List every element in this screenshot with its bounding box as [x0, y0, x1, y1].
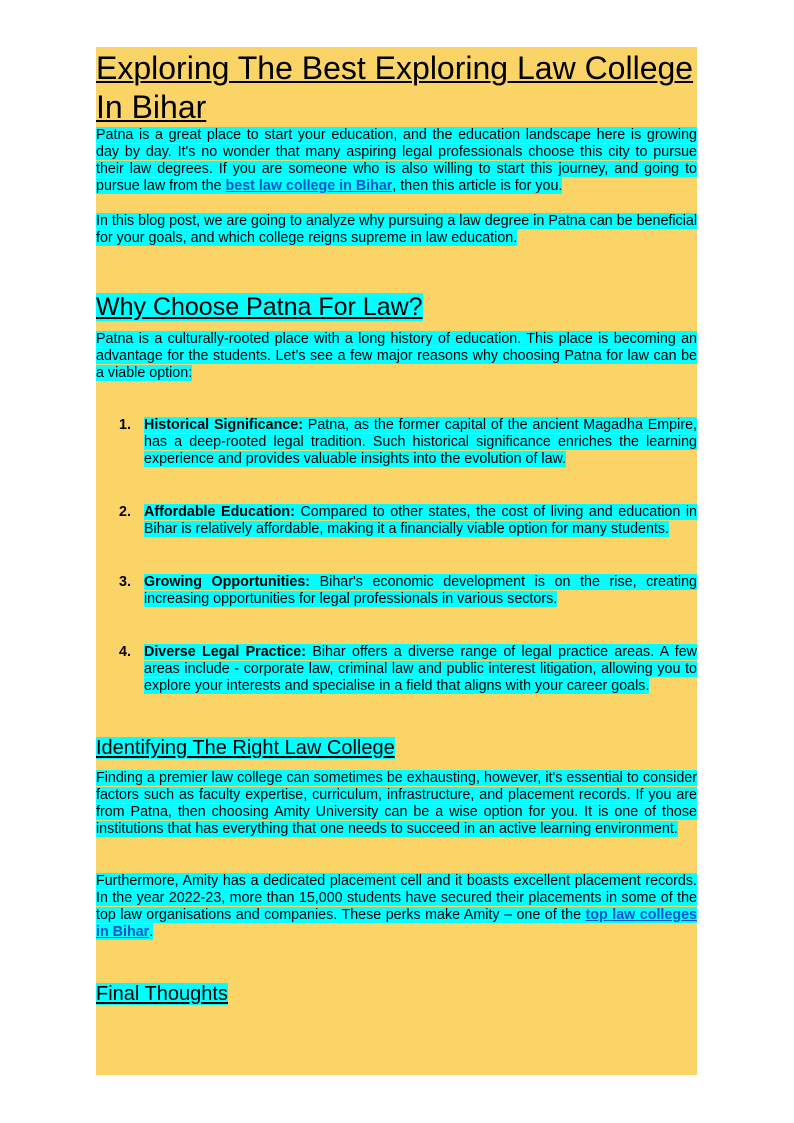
final-thoughts-heading-text: Final Thoughts	[96, 983, 228, 1005]
list-item-label: Diverse Legal Practice:	[144, 644, 307, 660]
page-title-text: Exploring The Best Exploring Law College In Bihar	[96, 50, 694, 125]
list-item-body	[144, 574, 697, 608]
top-law-colleges-link[interactable]: top law colleges in Bihar	[96, 907, 697, 940]
list-number: 3.	[119, 574, 131, 590]
list-number: 1.	[119, 417, 131, 433]
intro-p1-tail: , then this article is for you.	[392, 178, 563, 194]
list-item-label: Historical Significance:	[144, 417, 303, 433]
list-item-text: Patna, as the former capital of the ancient Magadha Empire, has a deep-rooted legal tradition. Such historical significance enriches the learning experience and provides valuable insights into the evolution of law.	[144, 417, 697, 467]
best-law-college-link[interactable]: best law college in Bihar	[225, 178, 393, 194]
intro-paragraph-1	[96, 127, 697, 195]
identifying-p2-text: Furthermore, Amity has a dedicated placement cell and it boasts excellent placement records. In the year 2022-23, more than 15,000 students have secured their placements in some of the top law organisations and companies. These perks make Amity – one of the	[96, 873, 697, 923]
list-number: 2.	[119, 504, 131, 520]
list-item-text: Compared to other states, the cost of living and education in Bihar is relatively affordable, making it a financially viable option for many students.	[144, 504, 697, 537]
list-item-body	[144, 504, 697, 538]
why-patna-intro	[96, 331, 697, 382]
document-page	[96, 47, 697, 1075]
identifying-heading-text: Identifying The Right Law College	[96, 737, 395, 759]
intro-paragraph-2	[96, 213, 697, 247]
final-thoughts-heading	[96, 982, 697, 1007]
page-title	[96, 49, 697, 127]
list-number: 4.	[119, 644, 131, 660]
identifying-p2-tail: .	[149, 924, 154, 940]
why-patna-heading-text: Why Choose Patna For Law?	[96, 293, 423, 321]
identifying-paragraph-2	[96, 873, 697, 941]
list-item-label: Growing Opportunities:	[144, 574, 311, 590]
list-item-label: Affordable Education:	[144, 504, 295, 520]
identifying-paragraph-1	[96, 770, 697, 838]
list-item-body	[144, 417, 697, 468]
why-patna-intro-text: Patna is a culturally-rooted place with a long history of education. This place is becoming an advantage for the students. Let’s see a few major reasons why choosing Patna for law can be a viable option:	[96, 331, 697, 381]
list-item-text: Bihar's economic development is on the rise, creating increasing opportunities for legal professionals in various sectors.	[144, 574, 697, 607]
identifying-heading	[96, 736, 697, 761]
list-item-body	[144, 644, 697, 695]
intro-p1-text: Patna is a great place to start your education, and the education landscape here is growing day by day. It's no wonder that many aspiring legal professionals choose this city to pursue their law degrees. If you are someone who is also willing to start this journey, and going to pursue law from the	[96, 127, 697, 194]
intro-p2-text: In this blog post, we are going to analyze why pursuing a law degree in Patna can be beneficial for your goals, and which college reigns supreme in law education.	[96, 213, 697, 246]
list-item-text: Bihar offers a diverse range of legal practice areas. A few areas include - corporate law, criminal law and public interest litigation, allowing you to explore your interests and specialise in a field that aligns with your career goals.	[144, 644, 697, 694]
identifying-p1-text: Finding a premier law college can sometimes be exhausting, however, it's essential to consider factors such as faculty expertise, curriculum, infrastructure, and placement records. If you are from Patna, then choosing Amity University can be a wise option for you. It is one of those institutions that has everything that one needs to succeed in an active learning environment.	[96, 770, 697, 837]
why-patna-heading	[96, 292, 697, 323]
